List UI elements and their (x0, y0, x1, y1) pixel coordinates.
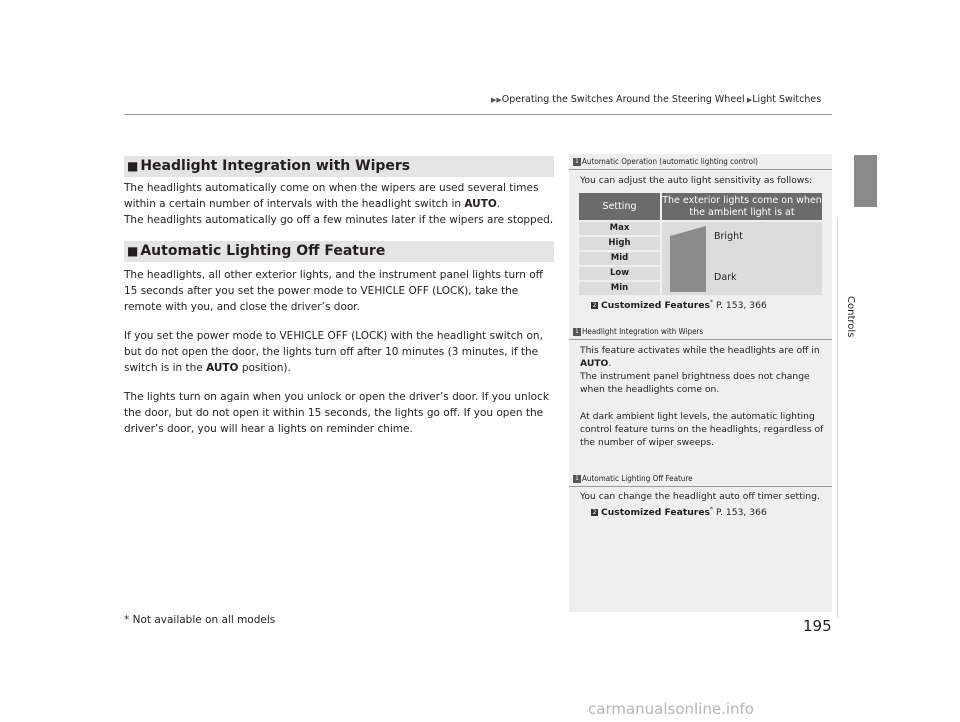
double-arrow-icon: ▶▶ (491, 96, 502, 104)
dark-label: Dark (714, 272, 737, 283)
note-heading-auto-operation: 1 Automatic Operation (automatic lighting control) (573, 157, 758, 166)
paragraph: The lights turn on again when you unlock or open the driver’s door. If you unlock the door, but do not open it within 15 seconds, the lights go off. If you open the driver’s door, you will hear a lights on reminder chime. (124, 391, 549, 435)
section-heading-auto-off: ■ Automatic Lighting Off Feature (124, 241, 554, 262)
breadcrumb-item: Light Switches (752, 94, 822, 105)
watermark: carmanualsonline.info (588, 700, 754, 718)
paragraph: If you set the power mode to VEHICLE OFF (LOCK) with the headlight switch on, but do not open the door, the lights turn off after 10 minutes (3 minutes, if the switch is in the AUTO position). (124, 330, 543, 374)
square-bullet-icon: ■ (127, 159, 139, 173)
header-divider (124, 114, 832, 115)
paragraph: The headlights, all other exterior lights, and the instrument panel lights turn off 15 seconds after you set the power mode to VEHICLE OFF (LOCK), take the remote with you, and close the driver’s door. (124, 269, 543, 313)
bright-label: Bright (714, 231, 743, 242)
table-header-ambient: The exterior lights come on when the ambient light is at (662, 193, 822, 220)
sensitivity-table (579, 193, 822, 297)
reference-arrow-icon: 2 (592, 302, 597, 310)
note-text: You can change the headlight auto off timer setting. (580, 491, 820, 502)
side-divider (837, 218, 838, 618)
paragraph: The headlights automatically come on when the wipers are used several times within a certain number of intervals with the headlight switch in AUTO. The headlights automatically go off a few minutes later if the wipers are stopped. (124, 182, 554, 226)
note-number-icon: 1 (573, 158, 581, 166)
note-text: At dark ambient light levels, the automatic lighting control feature turns on the headlights, regardless of the number of wiper sweeps. (580, 411, 824, 448)
note-heading-wipers: 1 Headlight Integration with Wipers (573, 327, 703, 336)
table-row: Mid (579, 252, 660, 265)
square-bullet-icon: ■ (127, 244, 139, 258)
brightness-wedge-icon (670, 226, 706, 292)
table-row: Min (579, 282, 660, 295)
table-header-setting: Setting (579, 193, 660, 220)
section-heading-wipers: ■ Headlight Integration with Wipers (124, 156, 554, 177)
note-divider (569, 169, 832, 170)
breadcrumb-item: Operating the Switches Around the Steering Wheel (501, 94, 745, 105)
table-row: Max (579, 222, 660, 235)
cross-reference[interactable]: 2 Customized Features* P. 153, 366 (592, 506, 767, 519)
table-row: High (579, 237, 660, 250)
note-number-icon: 1 (573, 475, 581, 483)
page-number: 195 (803, 617, 832, 635)
note-divider (569, 339, 832, 340)
arrow-icon: ▶ (744, 96, 753, 104)
breadcrumb (491, 94, 821, 105)
brightness-scale (662, 222, 822, 295)
reference-arrow-icon: 2 (592, 509, 597, 517)
cross-reference[interactable]: 2 Customized Features* P. 153, 366 (592, 299, 767, 312)
note-number-icon: 1 (573, 328, 581, 336)
note-divider (569, 486, 832, 487)
note-text: This feature activates while the headlights are off in AUTO. The instrument panel brightness does not change when the headlights come on. (580, 345, 820, 395)
note-heading-auto-off: 1 Automatic Lighting Off Feature (573, 474, 693, 483)
footnote: * Not available on all models (124, 614, 276, 626)
section-tab-label: Controls (845, 296, 856, 338)
note-text: You can adjust the auto light sensitivity as follows: (580, 175, 813, 186)
section-tab-marker (854, 155, 877, 207)
table-row: Low (579, 267, 660, 280)
